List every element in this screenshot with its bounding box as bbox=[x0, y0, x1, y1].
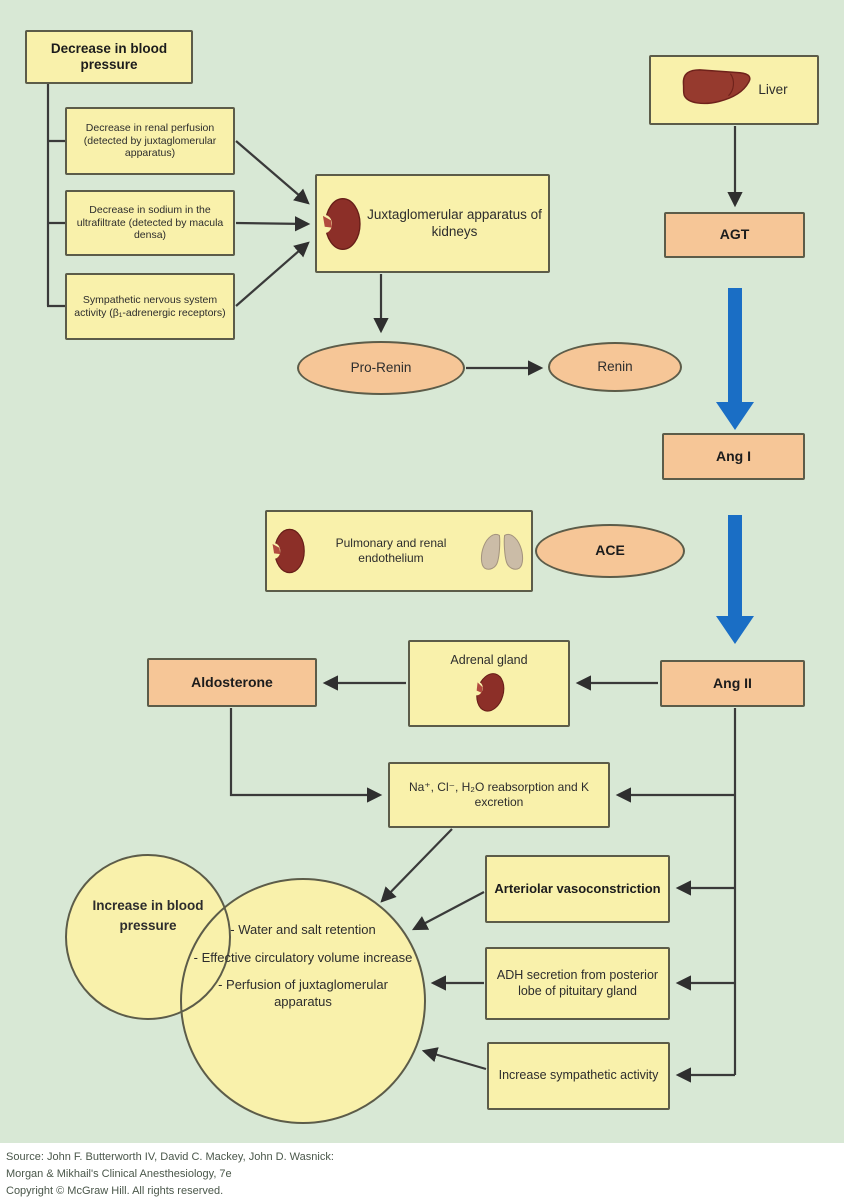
node-ang-ii bbox=[660, 660, 805, 707]
node-label: ADH secretion from posterior lobe of pituitary gland bbox=[496, 968, 659, 998]
source-line-1: Source: John F. Butterworth IV, David C. Mackey, John D. Wasnick: bbox=[6, 1151, 334, 1163]
node-ang-i bbox=[662, 433, 805, 480]
node-renin bbox=[548, 342, 682, 392]
node-decrease-blood-pressure bbox=[25, 30, 193, 84]
node-label: Adrenal gland bbox=[450, 652, 528, 667]
node-aldosterone bbox=[147, 658, 317, 707]
node-label: Juxtaglomerular apparatus of kidneys bbox=[367, 207, 542, 239]
node-label: Pulmonary and renal endothelium bbox=[335, 536, 447, 565]
source-caption bbox=[0, 1143, 844, 1200]
node-label: Liver bbox=[758, 81, 788, 97]
node-label: Decrease in blood pressure bbox=[50, 40, 168, 72]
node-na-reabsorption bbox=[388, 762, 610, 828]
node-label: Arteriolar vasoconstriction bbox=[494, 881, 661, 897]
node-volume-effects bbox=[192, 922, 414, 1022]
node-increase-sympathetic bbox=[487, 1042, 670, 1110]
node-label: Ang II bbox=[713, 674, 752, 691]
node-label: Decrease in renal perfusion (detected by juxtaglomerular apparatus) bbox=[83, 121, 217, 160]
node-adh-secretion bbox=[485, 947, 670, 1020]
node-juxtaglomerular-apparatus bbox=[315, 174, 550, 273]
node-label: AGT bbox=[719, 226, 750, 243]
adrenal-gland-icon bbox=[469, 667, 510, 718]
kidney-icon bbox=[271, 526, 305, 576]
node-label: Decrease in sodium in the ultrafiltrate (detected by macula densa) bbox=[76, 203, 224, 242]
node-label: Pro-Renin bbox=[350, 359, 412, 375]
node-ace bbox=[535, 524, 685, 578]
node-pro-renin bbox=[297, 341, 465, 395]
node-agt bbox=[664, 212, 805, 258]
effect-item: - Effective circulatory volume increase bbox=[193, 949, 413, 965]
source-line-3: Copyright © McGraw Hill. All rights reserved. bbox=[6, 1185, 224, 1198]
node-renal-perfusion bbox=[65, 107, 235, 175]
node-arteriolar-vasoconstriction bbox=[485, 855, 670, 923]
effect-item: - Perfusion of juxtaglomerular apparatus bbox=[218, 977, 388, 1009]
blue-arrow-agt-to-angi bbox=[716, 288, 754, 430]
liver-icon bbox=[680, 67, 754, 113]
lungs-icon bbox=[477, 530, 527, 572]
node-label: Increase in blood pressure bbox=[92, 898, 204, 933]
node-adrenal-gland bbox=[408, 640, 570, 727]
node-label: Aldosterone bbox=[191, 673, 273, 690]
node-sympathetic-nervous bbox=[65, 273, 235, 340]
node-increase-blood-pressure bbox=[92, 896, 204, 935]
node-liver bbox=[649, 55, 819, 125]
node-label: Sympathetic nervous system activity (β₁-adrenergic receptors) bbox=[74, 293, 226, 319]
node-label: Renin bbox=[597, 358, 633, 374]
kidney-icon bbox=[321, 196, 361, 252]
node-sodium-decrease bbox=[65, 190, 235, 256]
node-label: Na⁺, Cl⁻, H₂O reabsorption and K excretion bbox=[408, 780, 590, 809]
blue-arrow-angi-to-angii bbox=[716, 515, 754, 644]
node-pulmonary-renal-endothelium bbox=[265, 510, 533, 592]
node-label: Ang I bbox=[716, 447, 751, 464]
node-label: ACE bbox=[595, 542, 625, 559]
effect-item: - Water and salt retention bbox=[230, 922, 376, 937]
node-label: Increase sympathetic activity bbox=[498, 1068, 659, 1083]
source-line-2: Morgan & Mikhail's Clinical Anesthesiology, 7e bbox=[6, 1168, 232, 1181]
